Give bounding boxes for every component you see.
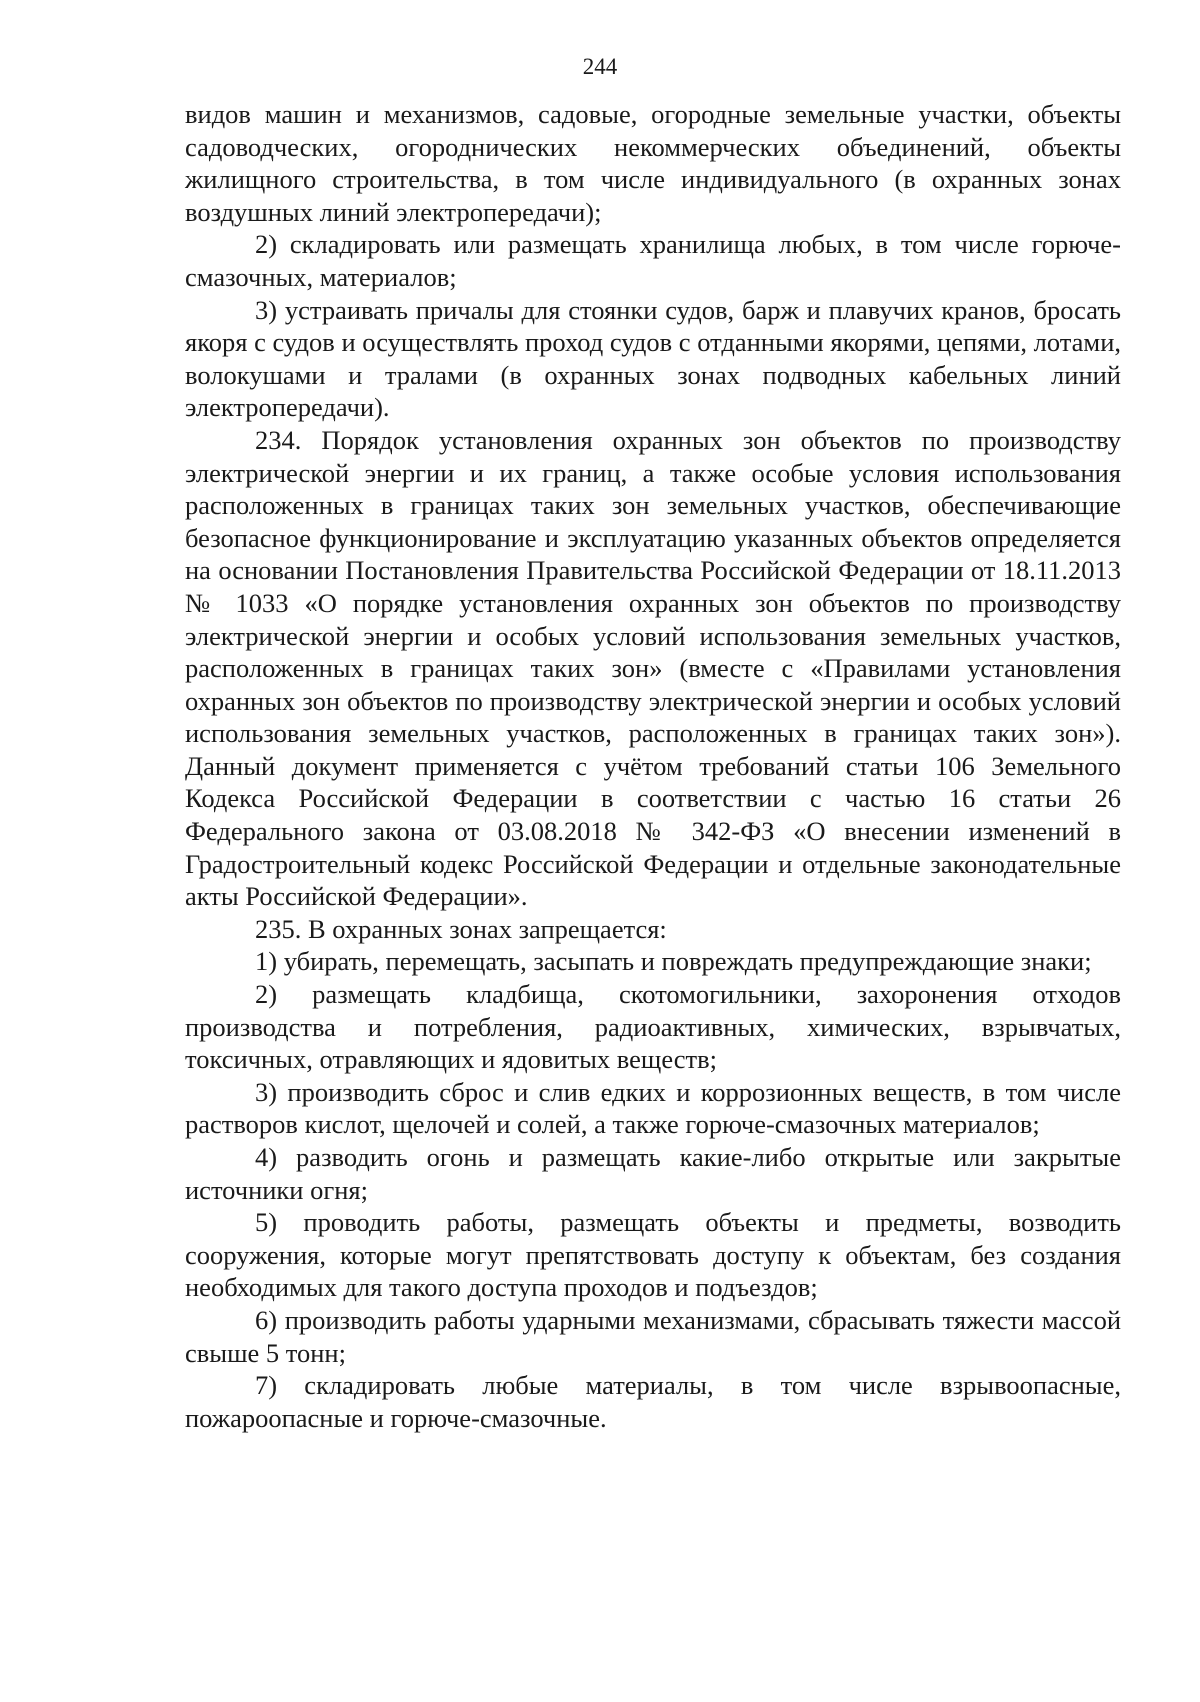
- paragraph-continuation: видов машин и механизмов, садовые, огородные земельные участки, объекты садоводческих, огороднических некоммерческих объединений, объекты жилищного строительства, в том числе индивидуального (в охранных зонах воздушных линий электропередачи);: [185, 99, 1121, 227]
- clause-235-heading: 235. В охранных зонах запрещается:: [255, 913, 667, 944]
- clause-234: 234. Порядок установления охранных зон объектов по производству электрической энергии и их границ, а также особые условия использования расположенных в границах таких зон земельных участков, обеспечивающие безопасное функционирование и эксплуатацию указанных объектов определяется на основании Постановления Правительства Российской Федерации от 18.11.2013 № 1033 «О порядке установления охранных зон объектов по производству электрической энергии и особых условий использования земельных участков, расположенных в границах таких зон» (вместе с «Правилами установления охранных зон объектов по производству электрической энергии и особых условий использования земельных участков, расположенных в границах таких зон»). Данный документ применяется с учётом требований статьи 106 Земельного Кодекса Российской Федерации в соответствии с частью 16 статьи 26 Федерального закона от 03.08.2018 № 342-ФЗ «О внесении изменений в Градостроительный кодекс Российской Федерации и отдельные законодательные акты Российской Федерации».: [185, 424, 1121, 912]
- list-item-2-storage: 2) складировать или размещать хранилища любых, в том числе горюче-смазочных, материалов;: [185, 229, 1121, 292]
- list-item-7-materials: 7) складировать любые материалы, в том числе взрывоопасные, пожароопасные и горюче-смазочные.: [185, 1370, 1121, 1433]
- document-body: [185, 98, 1121, 1434]
- list-item-2-cemeteries: 2) размещать кладбища, скотомогильники, захоронения отходов производства и потребления, радиоактивных, химических, взрывчатых, токсичных, отравляющих и ядовитых веществ;: [185, 979, 1121, 1075]
- list-item-5-access: 5) проводить работы, размещать объекты и предметы, возводить сооружения, которые могут препятствовать доступу к объектам, без создания необходимых для такого доступа проходов и подъездов;: [185, 1207, 1121, 1303]
- list-item-6-impact-works: 6) производить работы ударными механизмами, сбрасывать тяжести массой свыше 5 тонн;: [185, 1304, 1121, 1368]
- list-item-3-discharge: 3) производить сброс и слив едких и коррозионных веществ, в том числе растворов кислот, щелочей и солей, а также горюче-смазочных материалов;: [185, 1076, 1121, 1140]
- list-item-3-moorings: 3) устраивать причалы для стоянки судов, барж и плавучих кранов, бросать якоря с судов и осуществлять проход судов с отданными якорями, цепями, лотами, волокушами и тралами (в охранных зонах подводных кабельных линий электропередачи).: [185, 294, 1121, 423]
- page-number: 244: [582, 54, 618, 79]
- list-item-4-fire: 4) разводить огонь и размещать какие-либо открытые или закрытые источники огня;: [185, 1142, 1121, 1205]
- list-item-1-signs: 1) убирать, перемещать, засыпать и повреждать предупреждающие знаки;: [255, 946, 1092, 977]
